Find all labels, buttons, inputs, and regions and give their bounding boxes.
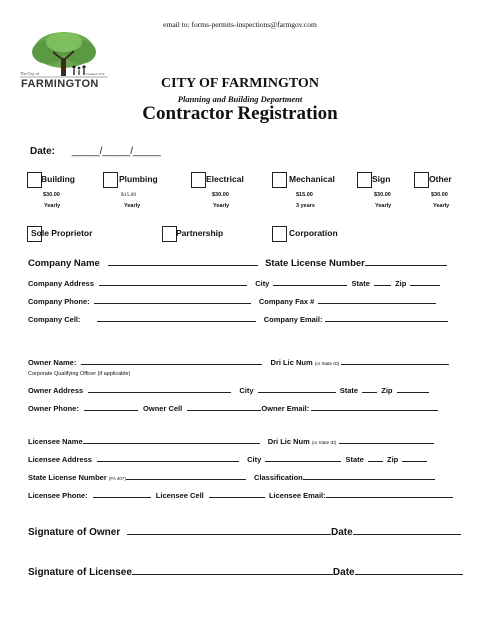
- logo-founded-text: Founded 1876: [86, 72, 105, 76]
- company-fax-line[interactable]: [318, 295, 436, 304]
- logo-name-text: FARMINGTON: [21, 78, 99, 90]
- date-label: Date:: [30, 146, 56, 157]
- company-cell-line[interactable]: [97, 313, 256, 322]
- owner-city-label: City: [239, 386, 254, 395]
- company-city-line[interactable]: [273, 277, 347, 286]
- term-building: Yearly: [44, 203, 61, 209]
- company-address-line[interactable]: [99, 277, 247, 286]
- licensee-state-label: State: [345, 455, 364, 464]
- term-plumbing: Yearly: [124, 203, 141, 209]
- term-sign: Yearly: [375, 203, 392, 209]
- category-plumbing-label: Plumbing: [119, 174, 158, 184]
- licensee-address-label: Licensee Address: [28, 455, 92, 464]
- owner-address-row[interactable]: [28, 384, 429, 395]
- licensee-license-row[interactable]: [28, 471, 435, 482]
- licensee-dri-lic-label: Dri Lic Num: [267, 437, 310, 446]
- fee-building: $30.00: [43, 192, 60, 198]
- category-building-label: Building: [41, 174, 75, 184]
- licensee-email-line[interactable]: [326, 489, 453, 498]
- company-city-label: City: [255, 279, 270, 288]
- licensee-city-label: City: [247, 455, 262, 464]
- owner-state-line[interactable]: [362, 384, 377, 393]
- licensee-address-line[interactable]: [97, 453, 239, 462]
- fee-electrical: $30.00: [212, 192, 229, 198]
- form-title: Contractor Registration: [142, 103, 338, 124]
- licensee-zip-label: Zip: [387, 455, 399, 464]
- term-mechanical: 3 years: [296, 203, 315, 209]
- date-blanks: _____/_____/_____: [71, 146, 161, 157]
- licensee-city-line[interactable]: [265, 453, 341, 462]
- licensee-fa-note: (FA 407): [108, 476, 126, 481]
- company-name-row[interactable]: [28, 257, 447, 269]
- state-license-line[interactable]: [365, 257, 447, 266]
- logo-small-text: The City of: [20, 71, 40, 76]
- owner-signature-date-line[interactable]: [353, 526, 461, 535]
- owner-cell-label: Owner Cell: [143, 404, 183, 413]
- category-electrical-label: Electrical: [206, 174, 244, 184]
- owner-state-label: State: [339, 386, 359, 395]
- company-zip-line[interactable]: [410, 277, 440, 286]
- fee-mechanical: $15.00: [296, 192, 313, 198]
- owner-address-label: Owner Address: [28, 386, 84, 395]
- company-name-label: Company Name: [28, 258, 100, 269]
- licensee-state-license-label: State License Number: [28, 473, 107, 482]
- checkbox-corporation[interactable]: [272, 226, 287, 242]
- owner-signature-label: Signature of Owner: [28, 527, 121, 538]
- owner-zip-line[interactable]: [397, 384, 429, 393]
- licensee-name-row[interactable]: [28, 435, 434, 446]
- owner-city-line[interactable]: [258, 384, 336, 393]
- date-field[interactable]: [30, 146, 161, 157]
- email-instruction: email to: forms-permits-inspections@farmgov.com: [163, 20, 317, 29]
- category-mechanical-label: Mechanical: [289, 174, 335, 184]
- licensee-signature-date-label: Date: [332, 567, 355, 578]
- owner-name-label: Owner Name:: [28, 358, 77, 367]
- licensee-state-id-note: (or State ID): [311, 440, 337, 445]
- licensee-cell-label: Licensee Cell: [155, 491, 204, 500]
- owner-name-row[interactable]: [28, 356, 449, 367]
- owner-phone-row[interactable]: [28, 402, 438, 413]
- licensee-state-license-line[interactable]: [126, 471, 246, 480]
- fee-other: $30.00: [431, 192, 448, 198]
- category-other-label: Other: [429, 174, 452, 184]
- checkbox-partnership[interactable]: [162, 226, 177, 242]
- licensee-cell-line[interactable]: [209, 489, 265, 498]
- company-phone-label: Company Phone:: [28, 297, 90, 306]
- licensee-zip-line[interactable]: [402, 453, 427, 462]
- category-sign-label: Sign: [372, 174, 391, 184]
- licensee-signature-row[interactable]: [28, 566, 463, 578]
- company-zip-label: Zip: [395, 279, 407, 288]
- licensee-signature-line[interactable]: [132, 566, 333, 575]
- company-phone-line[interactable]: [94, 295, 251, 304]
- fee-plumbing: $15.00: [121, 192, 137, 198]
- licensee-phone-row[interactable]: [28, 489, 453, 500]
- owner-email-line[interactable]: [311, 402, 438, 411]
- checkbox-electrical[interactable]: [191, 172, 206, 188]
- owner-dri-lic-label: Dri Lic Num: [270, 358, 313, 367]
- owner-state-id-note: (or State ID): [314, 361, 340, 366]
- licensee-signature-label: Signature of Licensee: [28, 567, 132, 578]
- company-email-line[interactable]: [325, 313, 448, 322]
- company-address-row[interactable]: [28, 277, 440, 288]
- owner-cell-line[interactable]: [187, 402, 261, 411]
- licensee-address-row[interactable]: [28, 453, 427, 464]
- owner-signature-date-label: Date: [331, 527, 353, 538]
- licensee-name-label: Licensee Name: [28, 437, 83, 446]
- licensee-classification-line[interactable]: [303, 471, 435, 480]
- sole-proprietor-label: Sole Proprietor: [31, 228, 93, 238]
- owner-phone-label: Owner Phone:: [28, 404, 79, 413]
- state-license-label: State License Number: [265, 258, 365, 269]
- company-address-label: Company Address: [28, 279, 94, 288]
- company-state-label: State: [351, 279, 370, 288]
- owner-zip-label: Zip: [381, 386, 393, 395]
- owner-dri-lic-line[interactable]: [341, 356, 449, 365]
- checkbox-other[interactable]: [414, 172, 429, 188]
- owner-signature-line[interactable]: [127, 526, 331, 535]
- owner-email-label: Owner Email:: [261, 404, 310, 413]
- licensee-classification-label: Classification: [253, 473, 303, 482]
- city-heading: CITY OF FARMINGTON: [161, 76, 319, 91]
- term-other: Yearly: [433, 203, 450, 209]
- qualifying-officer-note: Corporate Qualifying Officer (if applicable): [28, 371, 131, 377]
- company-state-line[interactable]: [374, 277, 391, 286]
- company-phone-row[interactable]: [28, 295, 436, 306]
- term-electrical: Yearly: [213, 203, 230, 209]
- company-cell-row[interactable]: [28, 313, 448, 324]
- licensee-signature-date-line[interactable]: [355, 566, 463, 575]
- owner-name-line[interactable]: [81, 356, 262, 365]
- checkbox-sign[interactable]: [357, 172, 372, 188]
- company-email-label: Company Email:: [263, 315, 323, 324]
- department-heading: Planning and Building Department: [177, 94, 303, 104]
- fee-sign: $30.00: [374, 192, 391, 198]
- checkbox-mechanical[interactable]: [272, 172, 287, 188]
- licensee-name-line[interactable]: [83, 435, 260, 444]
- owner-address-line[interactable]: [88, 384, 231, 393]
- licensee-phone-label: Licensee Phone:: [28, 491, 88, 500]
- licensee-email-label: Licensee Email:: [268, 491, 326, 500]
- partnership-label: Partnership: [176, 228, 224, 238]
- company-fax-label: Company Fax #: [258, 297, 315, 306]
- licensee-phone-line[interactable]: [93, 489, 151, 498]
- owner-phone-line[interactable]: [84, 402, 138, 411]
- company-cell-label: Company Cell:: [28, 315, 81, 324]
- checkbox-plumbing[interactable]: [103, 172, 118, 188]
- checkbox-building[interactable]: [27, 172, 42, 188]
- corporation-label: Corporation: [289, 228, 338, 238]
- owner-signature-row[interactable]: [28, 526, 461, 538]
- licensee-dri-lic-line[interactable]: [339, 435, 434, 444]
- company-name-line[interactable]: [108, 257, 258, 266]
- licensee-state-line[interactable]: [368, 453, 383, 462]
